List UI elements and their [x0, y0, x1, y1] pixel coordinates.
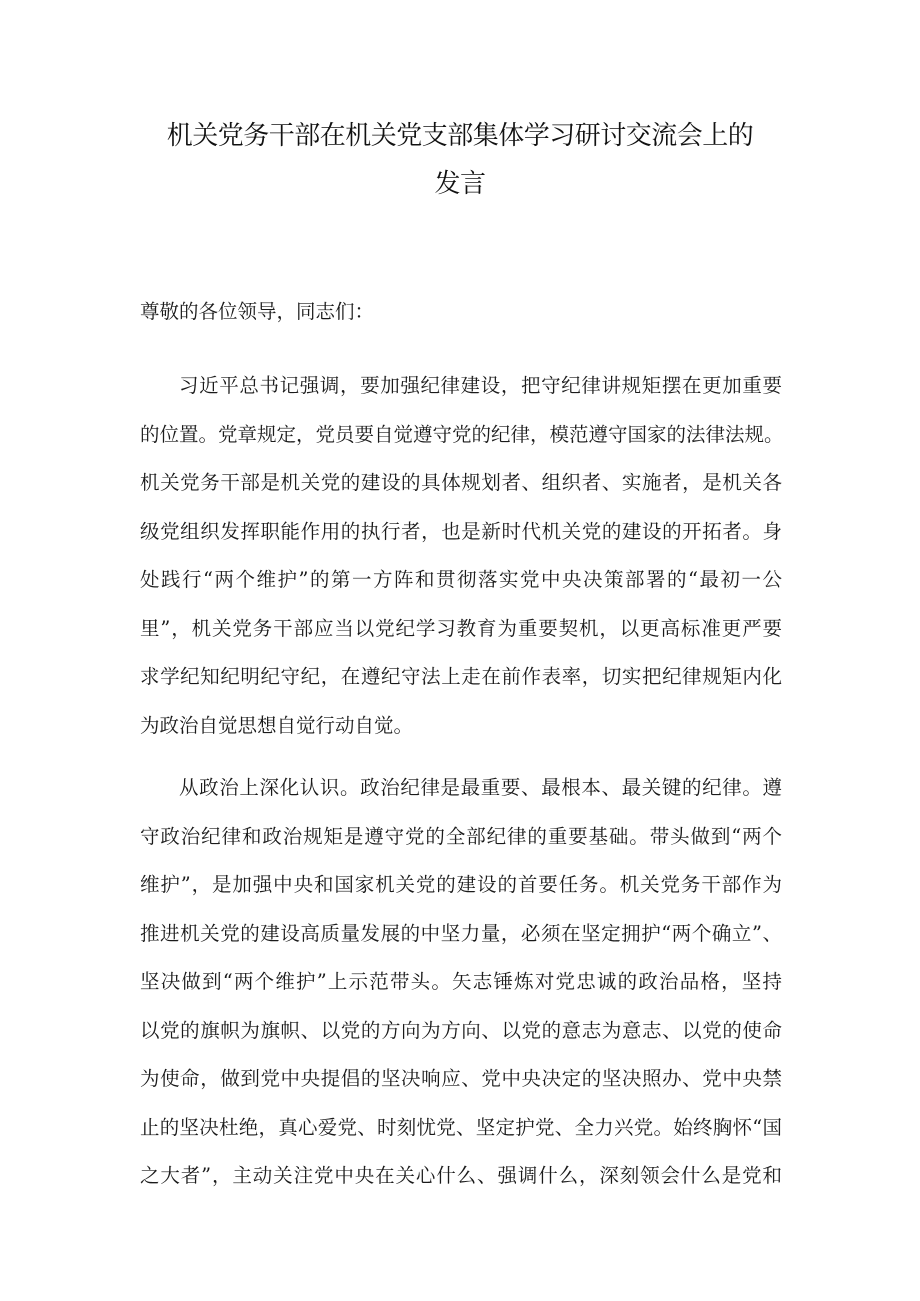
document-title — [140, 112, 780, 208]
paragraph-1 — [140, 362, 782, 750]
paragraph-line: 的位置。党章规定，党员要自觉遵守党的纪律，模范遵守国家的法律法规。 — [140, 422, 784, 446]
paragraph-line: 为使命，做到党中央提倡的坚决响应、党中央决定的坚决照办、党中央禁 — [140, 1067, 782, 1090]
paragraph-line: 处践行“两个维护”的第一方阵和贯彻落实党中央决策部署的“最初一公 — [140, 568, 782, 591]
paragraph-line: 里”，机关党务干部应当以党纪学习教育为重要契机，以更高标准更严要 — [140, 616, 782, 640]
paragraph-line: 级党组织发挥职能作用的执行者，也是新时代机关党的建设的开拓者。身 — [140, 519, 782, 543]
paragraph-line: 止的坚决杜绝，真心爱党、时刻忧党、坚定护党、全力兴党。始终胸怀“国 — [140, 1115, 782, 1139]
paragraph-line: 坚决做到“两个维护”上示范带头。矢志锤炼对党忠诚的政治品格，坚持 — [140, 970, 782, 993]
paragraph-line: 守政治纪律和政治规矩是遵守党的全部纪律的重要基础。带头做到“两个 — [140, 824, 782, 848]
salutation: 尊敬的各位领导，同志们： — [140, 300, 375, 323]
paragraph-line: 之大者”，主动关注党中央在关心什么、强调什么，深刻领会什么是党和 — [140, 1164, 782, 1187]
paragraph-line: 以党的旗帜为旗帜、以党的方向为方向、以党的意志为意志、以党的使命 — [140, 1018, 782, 1042]
paragraph-line: 推进机关党的建设高质量发展的中坚力量，必须在坚定拥护“两个确立”、 — [140, 921, 782, 945]
paragraph-line: 机关党务干部是机关党的建设的具体规划者、组织者、实施者，是机关各 — [140, 471, 782, 494]
paragraph-line: 习近平总书记强调，要加强纪律建设，把守纪律讲规矩摆在更加重要 — [179, 374, 782, 397]
title-line: 发言 — [434, 169, 486, 199]
title-line: 机关党务干部在机关党支部集体学习研讨交流会上的 — [166, 121, 754, 151]
paragraph-line: 求学纪知纪明纪守纪，在遵纪守法上走在前作表率，切实把纪律规矩内化 — [140, 665, 782, 688]
paragraph-2 — [140, 764, 782, 1201]
paragraph-line: 维护”，是加强中央和国家机关党的建设的首要任务。机关党务干部作为 — [140, 873, 782, 896]
paragraph-line: 从政治上深化认识。政治纪律是最重要、最根本、最关键的纪律。遵 — [179, 776, 782, 799]
paragraph-line: 为政治自觉思想自觉行动自觉。 — [140, 713, 414, 737]
